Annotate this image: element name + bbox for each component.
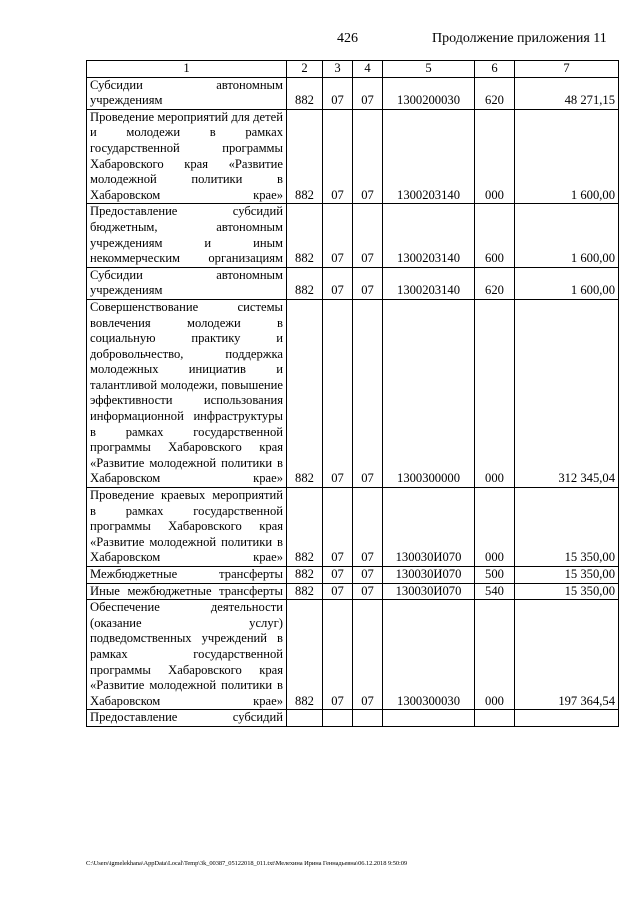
cell-target-article [383, 710, 475, 727]
cell-target-article: 1300203140 [383, 267, 475, 299]
cell-ministry: 882 [287, 567, 323, 584]
cell-subsection: 07 [353, 299, 383, 487]
cell-ministry [287, 710, 323, 727]
cell-subsection: 07 [353, 204, 383, 267]
cell-subsection: 07 [353, 567, 383, 584]
cell-subsection: 07 [353, 109, 383, 204]
table-row [87, 600, 619, 710]
table-row [87, 710, 619, 727]
table-row [87, 204, 619, 267]
cell-subsection: 07 [353, 77, 383, 109]
cell-ministry: 882 [287, 109, 323, 204]
page-number: 426 [337, 31, 358, 46]
column-header: 4 [353, 61, 383, 78]
cell-ministry: 882 [287, 488, 323, 567]
table-row [87, 299, 619, 487]
cell-amount: 1 600,00 [515, 267, 619, 299]
column-header: 7 [515, 61, 619, 78]
row-name: Иные межбюджетные трансферты [87, 583, 287, 600]
table-row [87, 583, 619, 600]
row-name: Совершенствование системы вовлечения молодежи в социальную практику и добровольчество, поддержка молодежных инициатив и талантливой молодежи, повышение эффективности использования информационной инфраструктуры в рамках государственной программы Хабаровского края «Развитие молодежной политики в Хабаровском крае» [87, 299, 287, 487]
cell-ministry: 882 [287, 600, 323, 710]
cell-expense-type: 620 [475, 267, 515, 299]
table-row [87, 267, 619, 299]
column-header: 2 [287, 61, 323, 78]
cell-amount: 15 350,00 [515, 488, 619, 567]
cell-ministry: 882 [287, 77, 323, 109]
cell-section: 07 [323, 77, 353, 109]
cell-expense-type: 540 [475, 583, 515, 600]
row-name: Субсидии автономным учреждениям [87, 267, 287, 299]
cell-amount: 15 350,00 [515, 567, 619, 584]
cell-expense-type: 620 [475, 77, 515, 109]
cell-ministry: 882 [287, 204, 323, 267]
column-header: 5 [383, 61, 475, 78]
cell-amount: 15 350,00 [515, 583, 619, 600]
cell-target-article: 130030И070 [383, 567, 475, 584]
row-name: Проведение мероприятий для детей и молодежи в рамках государственной программы Хабаровского края «Развитие молодежной политики в Хабаровском крае» [87, 109, 287, 204]
cell-expense-type [475, 710, 515, 727]
cell-section: 07 [323, 204, 353, 267]
cell-section [323, 710, 353, 727]
cell-subsection [353, 710, 383, 727]
cell-ministry: 882 [287, 267, 323, 299]
file-path-footer: C:\Users\igmelekhana\AppData\Local\Temp\3k_00387_05122018_011.txt\Мелехина Ирина Геннадьевна\06.12.2018 9:50:09 [86, 860, 408, 867]
cell-subsection: 07 [353, 600, 383, 710]
row-name: Предоставление субсидий [87, 710, 287, 727]
cell-amount [515, 710, 619, 727]
appendix-continuation-label: Продолжение приложения 11 [432, 31, 607, 46]
row-name: Межбюджетные трансферты [87, 567, 287, 584]
budget-table [86, 60, 619, 727]
column-header: 1 [87, 61, 287, 78]
row-name: Обеспечение деятельности (оказание услуг) подведомственных учреждений в рамках государственной программы Хабаровского края «Развитие молодежной политики в Хабаровском крае» [87, 600, 287, 710]
cell-section: 07 [323, 583, 353, 600]
table-row [87, 77, 619, 109]
header-row [87, 61, 619, 78]
cell-amount: 197 364,54 [515, 600, 619, 710]
cell-target-article: 1300203140 [383, 109, 475, 204]
cell-expense-type: 600 [475, 204, 515, 267]
cell-expense-type: 500 [475, 567, 515, 584]
cell-subsection: 07 [353, 488, 383, 567]
cell-target-article: 130030И070 [383, 488, 475, 567]
cell-section: 07 [323, 567, 353, 584]
table-row [87, 109, 619, 204]
cell-expense-type: 000 [475, 600, 515, 710]
cell-section: 07 [323, 600, 353, 710]
cell-ministry: 882 [287, 583, 323, 600]
cell-target-article: 1300300000 [383, 299, 475, 487]
cell-amount: 312 345,04 [515, 299, 619, 487]
cell-target-article: 130030И070 [383, 583, 475, 600]
table-row [87, 567, 619, 584]
cell-target-article: 1300300030 [383, 600, 475, 710]
cell-expense-type: 000 [475, 299, 515, 487]
cell-section: 07 [323, 488, 353, 567]
cell-amount: 48 271,15 [515, 77, 619, 109]
cell-section: 07 [323, 299, 353, 487]
cell-ministry: 882 [287, 299, 323, 487]
cell-expense-type: 000 [475, 488, 515, 567]
table-body [87, 77, 619, 726]
cell-section: 07 [323, 267, 353, 299]
cell-expense-type: 000 [475, 109, 515, 204]
column-header: 6 [475, 61, 515, 78]
cell-subsection: 07 [353, 583, 383, 600]
cell-target-article: 1300203140 [383, 204, 475, 267]
column-header: 3 [323, 61, 353, 78]
row-name: Субсидии автономным учреждениям [87, 77, 287, 109]
row-name: Проведение краевых мероприятий в рамках государственной программы Хабаровского края «Развитие молодежной политики в Хабаровском крае» [87, 488, 287, 567]
cell-section: 07 [323, 109, 353, 204]
table-header [87, 61, 619, 78]
cell-amount: 1 600,00 [515, 204, 619, 267]
row-name: Предоставление субсидий бюджетным, автономным учреждениям и иным некоммерческим организациям [87, 204, 287, 267]
cell-target-article: 1300200030 [383, 77, 475, 109]
cell-subsection: 07 [353, 267, 383, 299]
cell-amount: 1 600,00 [515, 109, 619, 204]
table-row [87, 488, 619, 567]
